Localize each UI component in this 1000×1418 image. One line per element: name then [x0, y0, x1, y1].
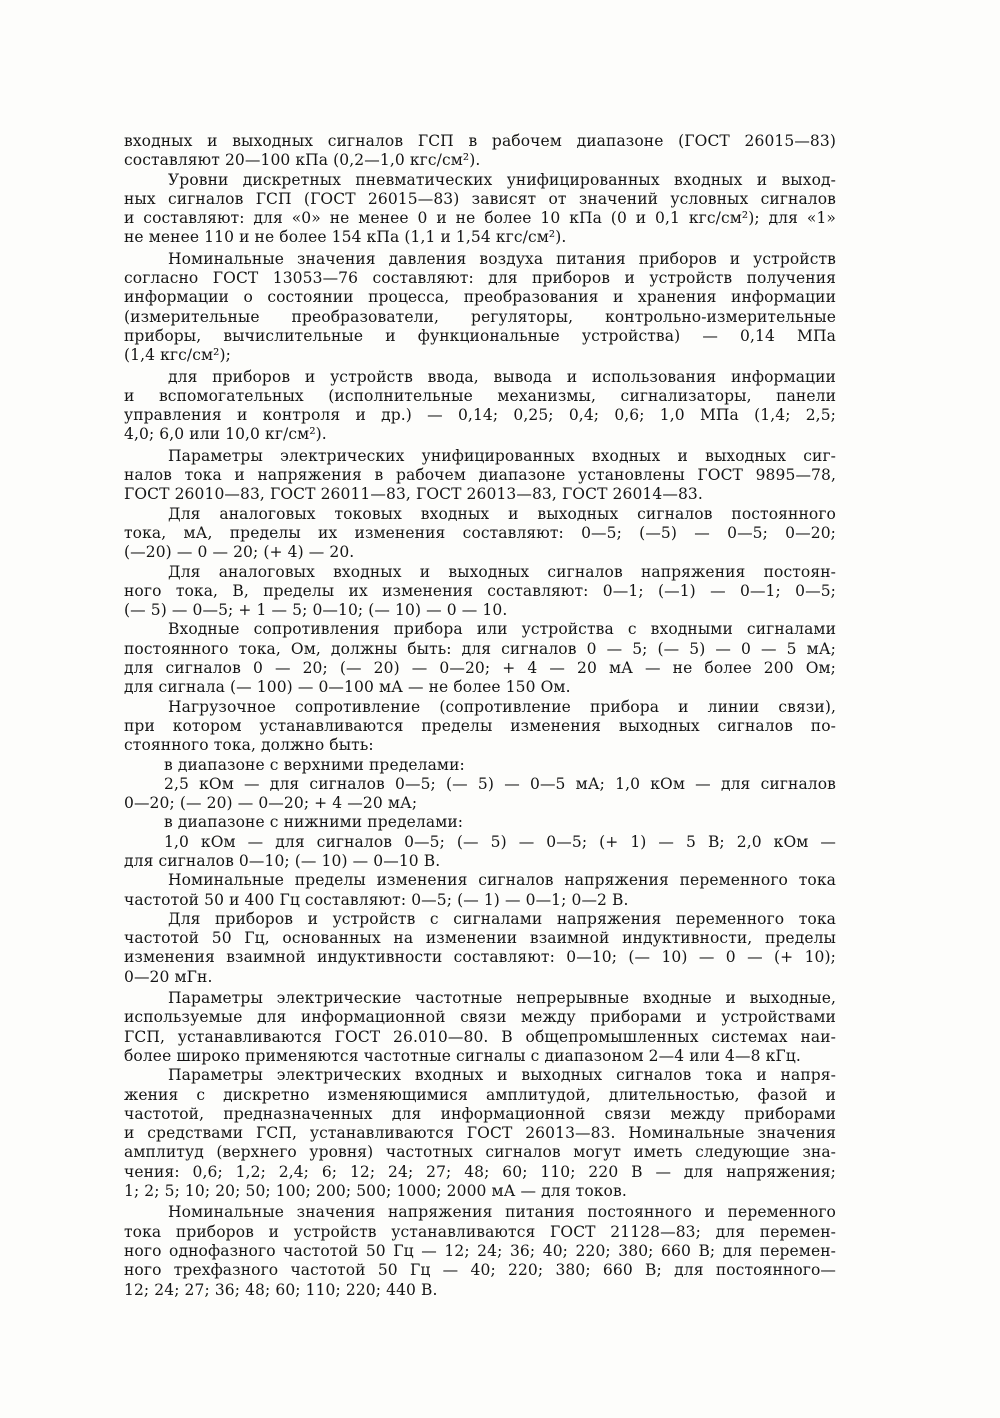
text-line: не менее 110 и не более 154 кПа (1,1 и 1,54 кгс/см²). [124, 228, 567, 247]
text-line: информации о состоянии процесса, преобразования и хранения информации [124, 288, 836, 307]
text-line: входных и выходных сигналов ГСП в рабочем диапазоне (ГОСТ 26015—83) [124, 132, 836, 150]
paragraph-start-line: Параметры электрических входных и выходных сигналов тока и напря- [168, 1066, 836, 1085]
paragraph-start-line: Номинальные значения напряжения питания постоянного и переменного [168, 1203, 836, 1222]
text-line: тока приборов и устройств устанавливаются ГОСТ 21128—83; для перемен- [124, 1222, 836, 1241]
text-line: ных сигналов ГСП (ГОСТ 26015—83) зависят от значений условных сигналов [124, 189, 836, 208]
text-line: в диапазоне с верхними пределами: [164, 755, 465, 774]
text-line: частотой, предназначенных для информационной связи между приборами [124, 1104, 836, 1123]
text-line: чения: 0,6; 1,2; 2,4; 6; 12; 24; 27; 48; 60; 110; 220 В — для напряжения; [124, 1162, 836, 1181]
text-line: более широко применяются частотные сигналы с диапазоном 2—4 или 4—8 кГц. [124, 1046, 801, 1065]
text-line: частотой 50 Гц, основанных на изменении взаимной индуктивности, пределы [124, 929, 836, 948]
text-line: налов тока и напряжения в рабочем диапазоне установлены ГОСТ 9895—78, [124, 466, 836, 485]
paragraph-start-line: Номинальные пределы изменения сигналов напряжения переменного тока [168, 871, 836, 890]
text-line: постоянного тока, Ом, должны быть: для сигналов 0 — 5; (— 5) — 0 — 5 мА; [124, 639, 836, 658]
paragraph-start-line: Входные сопротивления прибора или устройства с входными сигналами [168, 620, 836, 639]
paragraph-start-line: Номинальные значения давления воздуха питания приборов и устройств [168, 249, 836, 268]
text-line: 12; 24; 27; 36; 48; 60; 110; 220; 440 В. [124, 1280, 438, 1299]
text-line: ГСП, устанавливаются ГОСТ 26.010—80. В общепромышленных системах наи- [124, 1027, 836, 1046]
text-line: (1,4 кгс/см²); [124, 346, 231, 365]
text-line: ного тока, В, пределы их изменения составляют: 0—1; (—1) — 0—1; 0—5; [124, 581, 836, 600]
text-line: согласно ГОСТ 13053—76 составляют: для приборов и устройств получения [124, 269, 836, 288]
text-line: и средствами ГСП, устанавливаются ГОСТ 26013—83. Номинальные значения [124, 1124, 836, 1143]
text-line: 4,0; 6,0 или 10,0 кг/см²). [124, 425, 327, 444]
text-line: изменения взаимной индуктивности составляют: 0—10; (— 10) — 0 — (+ 10); [124, 948, 836, 967]
text-line: 0—20; (— 20) — 0—20; + 4 —20 мА; [124, 794, 418, 813]
text-line: тока, мА, пределы их изменения составляют: 0—5; (—5) — 0—5; 0—20; [124, 523, 836, 542]
text-line: при котором устанавливаются пределы изменения выходных сигналов по- [124, 716, 836, 735]
text-line: составляют 20—100 кПа (0,2—1,0 кгс/см²). [124, 151, 481, 170]
text-line: ного трехфазного частотой 50 Гц — 40; 220; 380; 660 В; для постоянного— [124, 1261, 836, 1280]
text-line: жения с дискретно изменяющимися амплитудой, длительностью, фазой и [124, 1085, 836, 1104]
text-line: 1,0 кОм — для сигналов 0—5; (— 5) — 0—5; (+ 1) — 5 В; 2,0 кОм — [164, 832, 836, 851]
text-line: и составляют: для «0» не менее 0 и не более 10 кПа (0 и 0,1 кгс/см²); для «1» [124, 209, 836, 228]
text-line: (измерительные преобразователи, регуляторы, контрольно-измерительные [124, 307, 836, 326]
text-line: ГОСТ 26010—83, ГОСТ 26011—83, ГОСТ 26013—83, ГОСТ 26014—83. [124, 485, 703, 504]
text-line: 2,5 кОм — для сигналов 0—5; (— 5) — 0—5 мА; 1,0 кОм — для сигналов [164, 774, 836, 793]
text-line: приборы, вычислительные и функциональные устройства) — 0,14 МПа [124, 326, 836, 345]
paragraph-start-line: Нагрузочное сопротивление (сопротивление прибора и линии связи), [168, 697, 836, 716]
text-line: 0—20 мГн. [124, 967, 213, 986]
paragraph-start-line: Параметры электрических унифицированных входных и выходных сиг- [168, 446, 836, 465]
text-line: и вспомогательных (исполнительные механизмы, сигнализаторы, панели [124, 386, 836, 405]
text-line: 1; 2; 5; 10; 20; 50; 100; 200; 500; 1000; 2000 мА — для токов. [124, 1182, 627, 1201]
paragraph-start-line: Для приборов и устройств с сигналами напряжения переменного тока [168, 909, 836, 928]
paragraph-start-line: Для аналоговых токовых входных и выходных сигналов постоянного [168, 504, 836, 523]
paragraph-start-line: Параметры электрические частотные непрерывные входные и выходные, [168, 989, 836, 1008]
text-line: для сигналов 0—10; (— 10) — 0—10 В. [124, 851, 441, 870]
text-line: стоянного тока, должно быть: [124, 736, 374, 755]
text-line: управления и контроля и др.) — 0,14; 0,25; 0,4; 0,6; 1,0 МПа (1,4; 2,5; [124, 406, 836, 425]
text-line: амплитуд (верхнего уровня) частотных сигналов могут иметь следующие зна- [124, 1143, 836, 1162]
text-line: для сигнала (— 100) — 0—100 мА — не более 150 Ом. [124, 678, 571, 697]
paragraph-start-line: Для аналоговых входных и выходных сигналов напряжения постоян- [168, 562, 836, 581]
text-line: (—20) — 0 — 20; (+ 4) — 20. [124, 543, 355, 562]
text-line: ного однофазного частотой 50 Гц — 12; 24; 36; 40; 220; 380; 660 В; для перемен- [124, 1241, 836, 1260]
text-line: используемые для информационной связи между приборами и устройствами [124, 1008, 836, 1027]
paragraph-start-line: для приборов и устройств ввода, вывода и использования информации [168, 367, 836, 386]
text-line: частотой 50 и 400 Гц составляют: 0—5; (— 1) — 0—1; 0—2 В. [124, 890, 629, 909]
body-text [124, 132, 836, 1300]
text-line: в диапазоне с нижними пределами: [164, 813, 464, 832]
paragraph-start-line: Уровни дискретных пневматических унифицированных входных и выход- [168, 170, 836, 189]
text-line: для сигналов 0 — 20; (— 20) — 0—20; + 4 — 20 мА — не более 200 Ом; [124, 659, 836, 678]
text-line: (— 5) — 0—5; + 1 — 5; 0—10; (— 10) — 0 — 10. [124, 601, 508, 620]
